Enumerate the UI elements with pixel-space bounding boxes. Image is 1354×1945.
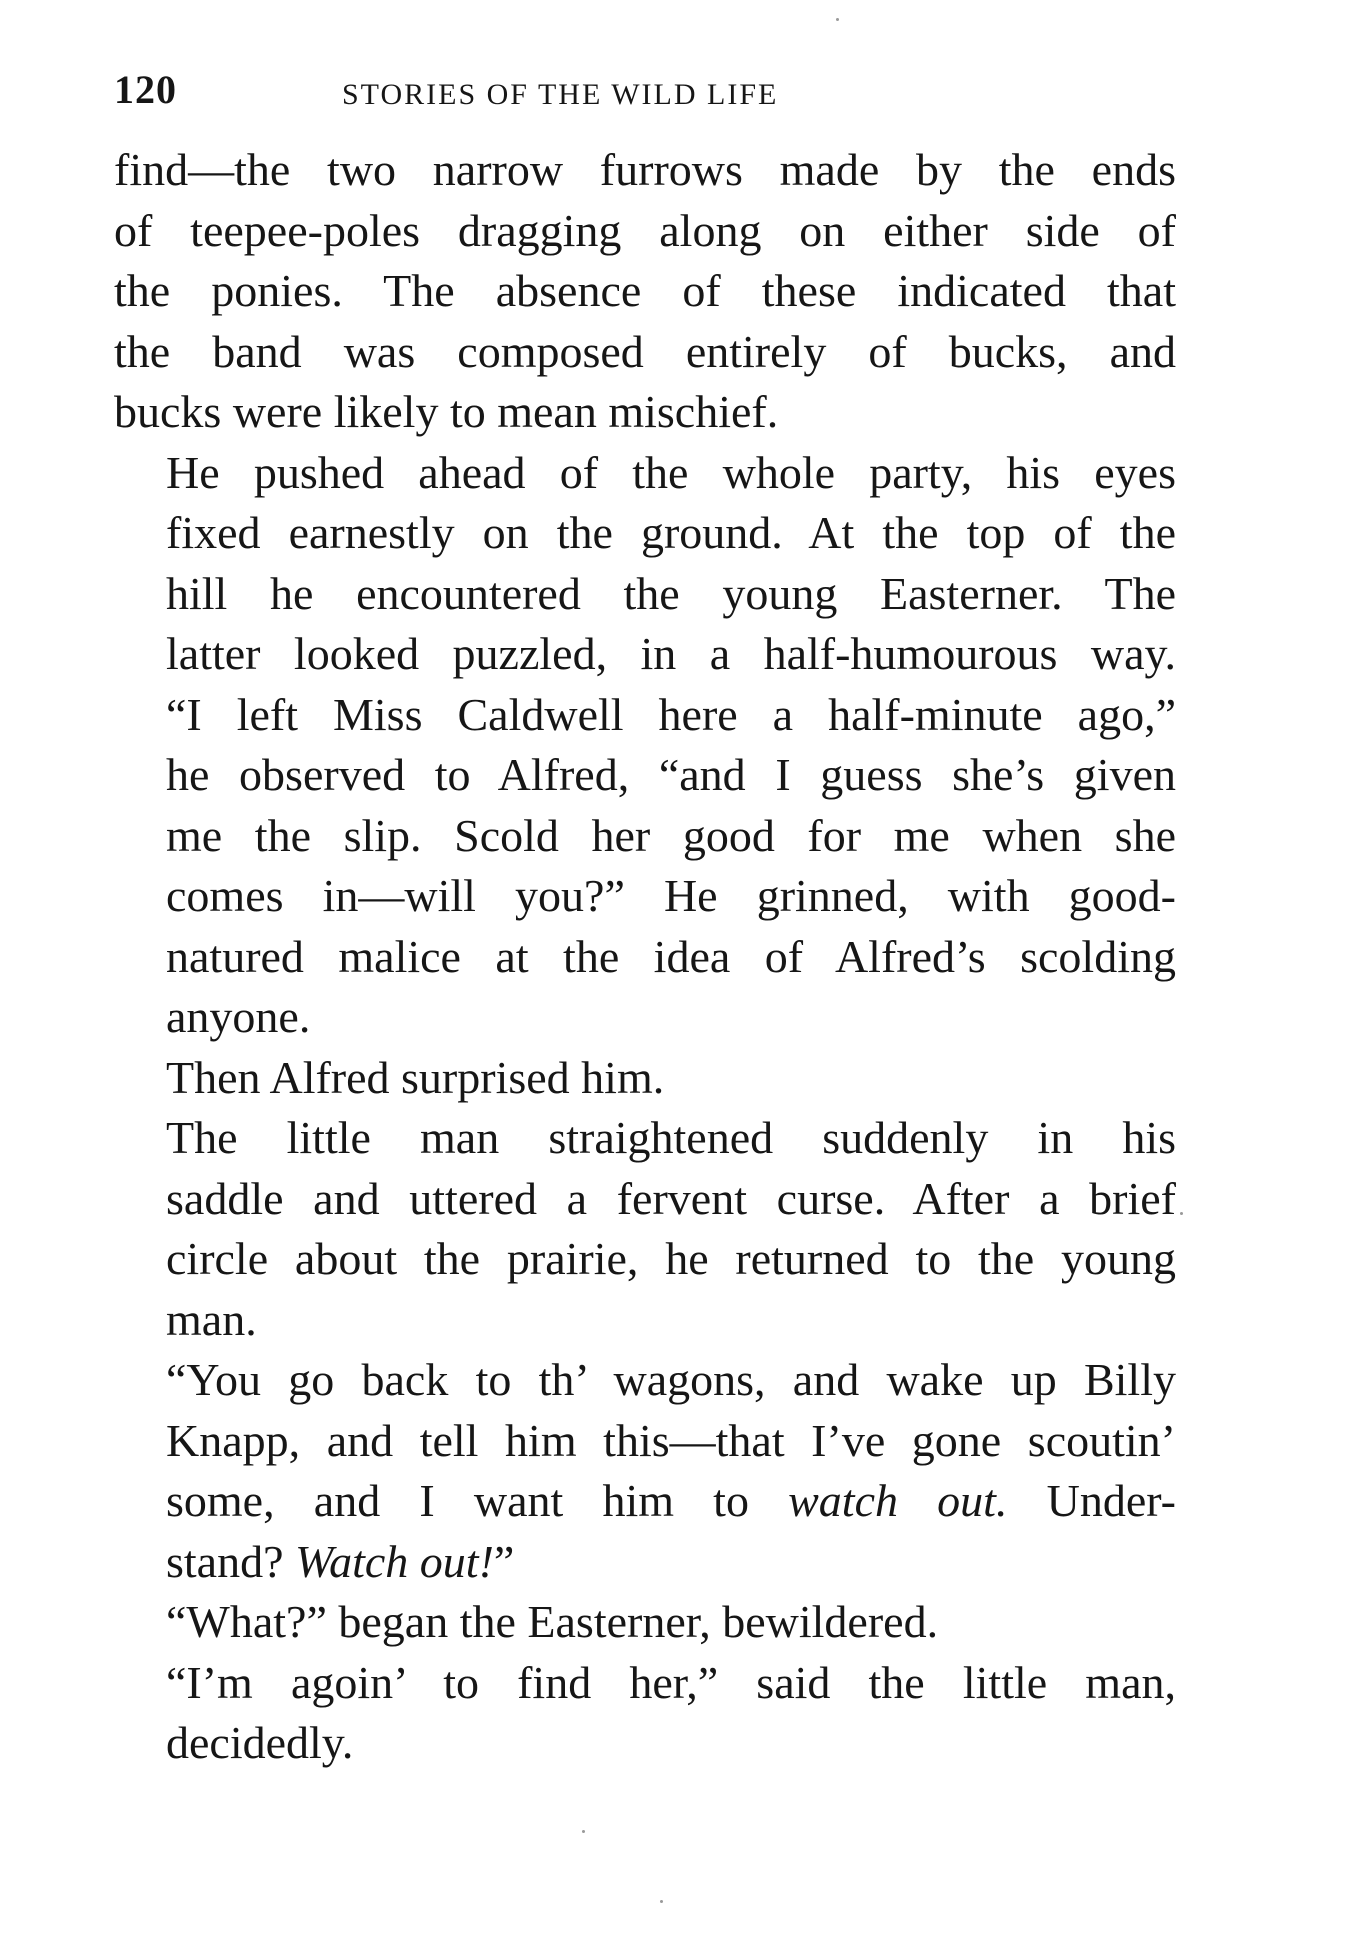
text-line: the ponies. The absence of these indicated that: [114, 265, 1176, 316]
text-line: find—the two narrow furrows made by the ends: [114, 144, 1176, 195]
running-head: [114, 58, 1176, 118]
emphasis-text: watch out.: [788, 1475, 1008, 1526]
text-line: the band was composed entirely of bucks, and: [114, 325, 1176, 377]
text-line: bucks were likely to mean mischief.: [114, 386, 779, 437]
text-line: latter looked puzzled, in a half-humourous way.: [166, 628, 1176, 679]
emphasis-text: Watch out!: [295, 1535, 494, 1587]
text-line: man.: [166, 1293, 257, 1345]
text-run: stand?: [166, 1535, 296, 1587]
text-run: ”: [493, 1535, 515, 1587]
paragraph: [114, 1108, 1176, 1350]
paragraph: [114, 1653, 1176, 1774]
running-title: STORIES OF THE WILD LIFE: [342, 78, 779, 111]
text-line: “I’m agoin’ to find her,” said the little man,: [166, 1656, 1176, 1708]
scan-speck: [582, 1830, 585, 1833]
text-line: [114, 1471, 1176, 1532]
text-line: circle about the prairie, he returned to the young: [166, 1233, 1176, 1284]
text-line: Then Alfred surprised him.: [166, 1051, 665, 1103]
text-line: [114, 1532, 1176, 1593]
text-line: he observed to Alfred, “and I guess she’s given: [166, 749, 1176, 800]
text-line: He pushed ahead of the whole party, his eyes: [166, 446, 1176, 498]
text-run: some, and I want him to: [166, 1475, 789, 1526]
text-line: “I left Miss Caldwell here a half-minute ago,”: [166, 688, 1176, 740]
body-text: [114, 140, 1176, 1774]
text-line: decidedly.: [166, 1717, 354, 1768]
text-line: “You go back to th’ wagons, and wake up Billy: [166, 1354, 1176, 1405]
scan-speck: [660, 1900, 663, 1903]
paragraph: [114, 685, 1176, 1048]
text-line: hill he encountered the young Easterner. The: [166, 567, 1176, 619]
book-page: [114, 58, 1176, 1774]
paragraph: [114, 140, 1176, 443]
text-line: comes in—will you?” He grinned, with good-: [166, 870, 1176, 921]
scan-speck: [836, 18, 839, 21]
text-line: fixed earnestly on the ground. At the top of the: [166, 507, 1176, 558]
text-run: Under-: [1007, 1475, 1176, 1526]
text-line: Knapp, and tell him this—that I’ve gone scoutin’: [166, 1414, 1176, 1466]
text-line: saddle and uttered a fervent curse. After a brief: [166, 1172, 1176, 1224]
text-line: anyone.: [166, 991, 311, 1042]
text-line: me the slip. Scold her good for me when she: [166, 809, 1176, 861]
scan-speck: [1180, 1212, 1183, 1215]
paragraph: [114, 1592, 1176, 1653]
paragraph: [114, 1048, 1176, 1109]
page-number: 120: [114, 67, 177, 112]
paragraph: [114, 443, 1176, 685]
text-line: of teepee-poles dragging along on either side of: [114, 204, 1176, 256]
text-line: “What?” began the Easterner, bewildered.: [166, 1596, 939, 1647]
text-line: natured malice at the idea of Alfred’s scolding: [166, 930, 1176, 982]
text-line: The little man straightened suddenly in his: [166, 1112, 1176, 1163]
paragraph: [114, 1350, 1176, 1592]
